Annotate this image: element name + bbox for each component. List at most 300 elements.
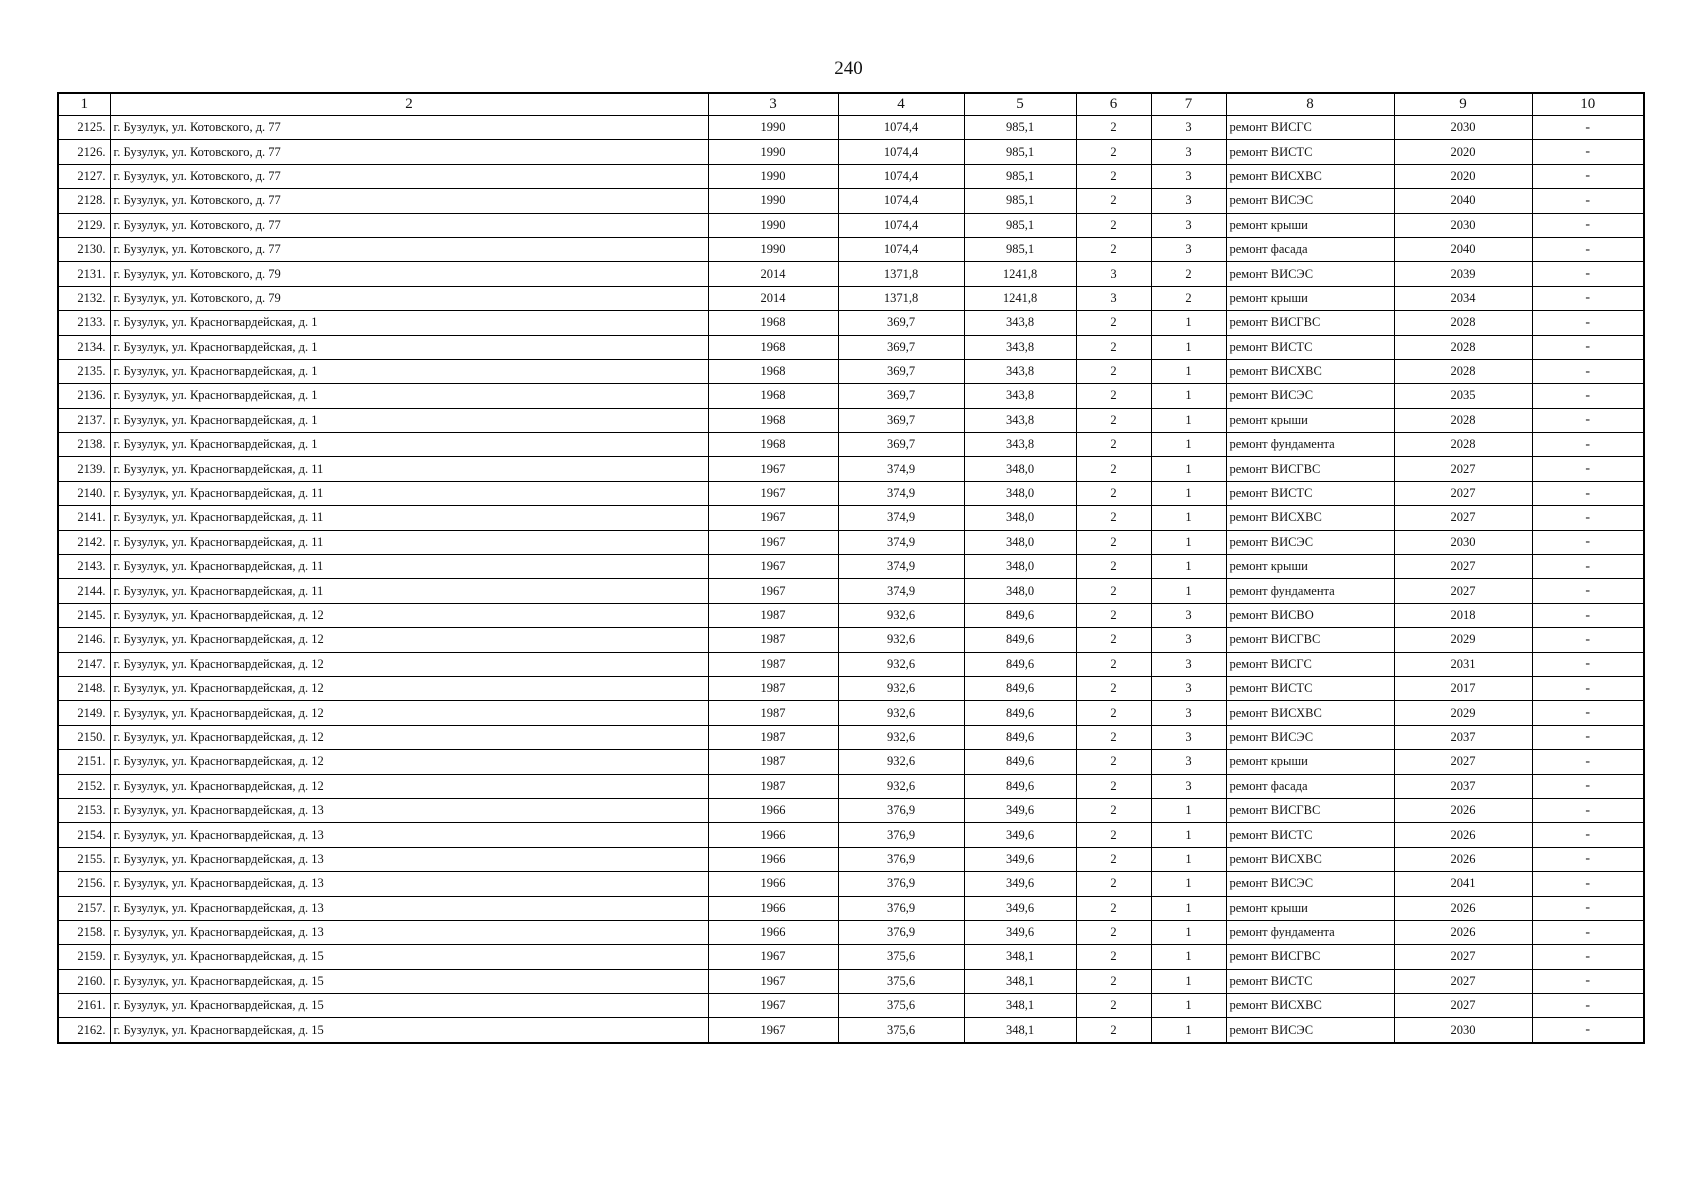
cell-work-type: ремонт фундамента [1226, 920, 1394, 944]
cell-row-number: 2156. [58, 872, 110, 896]
cell-floors: 2 [1076, 384, 1151, 408]
cell-entrances: 1 [1151, 798, 1226, 822]
cell-address: г. Бузулук, ул. Красногвардейская, д. 1 [110, 359, 708, 383]
cell-address: г. Бузулук, ул. Красногвардейская, д. 12 [110, 725, 708, 749]
cell-row-number: 2139. [58, 457, 110, 481]
cell-total-area: 375,6 [838, 994, 964, 1018]
cell-work-type: ремонт ВИСХВС [1226, 359, 1394, 383]
cell-total-area: 374,9 [838, 555, 964, 579]
cell-total-area: 376,9 [838, 896, 964, 920]
cell-work-type: ремонт ВИСВО [1226, 603, 1394, 627]
cell-work-type: ремонт ВИСГС [1226, 116, 1394, 140]
cell-living-area: 349,6 [964, 823, 1076, 847]
cell-address: г. Бузулук, ул. Котовского, д. 77 [110, 164, 708, 188]
cell-address: г. Бузулук, ул. Красногвардейская, д. 1 [110, 335, 708, 359]
cell-note: - [1532, 481, 1644, 505]
cell-year: 1967 [708, 506, 838, 530]
cell-floors: 2 [1076, 920, 1151, 944]
table-row [58, 433, 1644, 457]
cell-planned-year: 2030 [1394, 1018, 1532, 1043]
cell-entrances: 1 [1151, 823, 1226, 847]
cell-entrances: 3 [1151, 750, 1226, 774]
cell-planned-year: 2040 [1394, 189, 1532, 213]
cell-year: 1990 [708, 116, 838, 140]
cell-address: г. Бузулук, ул. Красногвардейская, д. 15 [110, 994, 708, 1018]
cell-year: 2014 [708, 262, 838, 286]
cell-living-area: 348,0 [964, 579, 1076, 603]
cell-note: - [1532, 262, 1644, 286]
cell-floors: 2 [1076, 189, 1151, 213]
cell-living-area: 343,8 [964, 433, 1076, 457]
cell-planned-year: 2027 [1394, 945, 1532, 969]
cell-total-area: 375,6 [838, 969, 964, 993]
cell-planned-year: 2026 [1394, 847, 1532, 871]
cell-planned-year: 2018 [1394, 603, 1532, 627]
cell-address: г. Бузулук, ул. Красногвардейская, д. 11 [110, 555, 708, 579]
cell-planned-year: 2041 [1394, 872, 1532, 896]
table-row [58, 311, 1644, 335]
cell-entrances: 3 [1151, 701, 1226, 725]
cell-total-area: 1074,4 [838, 116, 964, 140]
cell-planned-year: 2027 [1394, 481, 1532, 505]
cell-planned-year: 2035 [1394, 384, 1532, 408]
cell-living-area: 849,6 [964, 750, 1076, 774]
cell-year: 1990 [708, 189, 838, 213]
cell-living-area: 985,1 [964, 189, 1076, 213]
cell-address: г. Бузулук, ул. Красногвардейская, д. 12 [110, 628, 708, 652]
cell-address: г. Бузулук, ул. Котовского, д. 77 [110, 140, 708, 164]
cell-living-area: 349,6 [964, 872, 1076, 896]
cell-floors: 2 [1076, 847, 1151, 871]
header-row [58, 93, 1644, 116]
table-row [58, 872, 1644, 896]
cell-planned-year: 2040 [1394, 237, 1532, 261]
cell-note: - [1532, 652, 1644, 676]
cell-note: - [1532, 433, 1644, 457]
cell-total-area: 1074,4 [838, 140, 964, 164]
cell-row-number: 2151. [58, 750, 110, 774]
cell-total-area: 1074,4 [838, 237, 964, 261]
cell-work-type: ремонт ВИСЭС [1226, 530, 1394, 554]
cell-address: г. Бузулук, ул. Красногвардейская, д. 13 [110, 872, 708, 896]
column-header-10: 10 [1532, 93, 1644, 116]
cell-floors: 2 [1076, 676, 1151, 700]
column-header-4: 4 [838, 93, 964, 116]
data-table [57, 92, 1645, 1044]
cell-year: 1967 [708, 579, 838, 603]
cell-row-number: 2159. [58, 945, 110, 969]
cell-planned-year: 2037 [1394, 774, 1532, 798]
cell-row-number: 2143. [58, 555, 110, 579]
cell-note: - [1532, 116, 1644, 140]
cell-living-area: 1241,8 [964, 262, 1076, 286]
cell-row-number: 2144. [58, 579, 110, 603]
cell-planned-year: 2030 [1394, 213, 1532, 237]
cell-total-area: 932,6 [838, 750, 964, 774]
cell-work-type: ремонт ВИСЭС [1226, 384, 1394, 408]
cell-year: 1967 [708, 994, 838, 1018]
cell-year: 2014 [708, 286, 838, 310]
cell-address: г. Бузулук, ул. Красногвардейская, д. 12 [110, 603, 708, 627]
cell-floors: 2 [1076, 628, 1151, 652]
table-row [58, 847, 1644, 871]
cell-work-type: ремонт ВИСГВС [1226, 628, 1394, 652]
cell-year: 1987 [708, 725, 838, 749]
cell-total-area: 932,6 [838, 774, 964, 798]
cell-planned-year: 2037 [1394, 725, 1532, 749]
cell-row-number: 2154. [58, 823, 110, 847]
cell-living-area: 849,6 [964, 603, 1076, 627]
cell-floors: 2 [1076, 823, 1151, 847]
cell-work-type: ремонт крыши [1226, 750, 1394, 774]
cell-planned-year: 2026 [1394, 896, 1532, 920]
table-row [58, 481, 1644, 505]
cell-planned-year: 2027 [1394, 579, 1532, 603]
cell-total-area: 369,7 [838, 359, 964, 383]
cell-living-area: 348,0 [964, 530, 1076, 554]
cell-entrances: 1 [1151, 384, 1226, 408]
table-row [58, 969, 1644, 993]
cell-work-type: ремонт ВИСГВС [1226, 457, 1394, 481]
cell-work-type: ремонт ВИСХВС [1226, 164, 1394, 188]
cell-floors: 2 [1076, 798, 1151, 822]
cell-address: г. Бузулук, ул. Красногвардейская, д. 11 [110, 530, 708, 554]
cell-entrances: 1 [1151, 457, 1226, 481]
cell-address: г. Бузулук, ул. Котовского, д. 77 [110, 189, 708, 213]
cell-note: - [1532, 189, 1644, 213]
cell-note: - [1532, 530, 1644, 554]
cell-planned-year: 2020 [1394, 140, 1532, 164]
cell-floors: 2 [1076, 896, 1151, 920]
cell-living-area: 849,6 [964, 701, 1076, 725]
cell-year: 1987 [708, 652, 838, 676]
cell-floors: 3 [1076, 286, 1151, 310]
cell-address: г. Бузулук, ул. Красногвардейская, д. 15 [110, 1018, 708, 1043]
cell-total-area: 369,7 [838, 335, 964, 359]
cell-entrances: 1 [1151, 311, 1226, 335]
cell-total-area: 1074,4 [838, 213, 964, 237]
cell-total-area: 369,7 [838, 408, 964, 432]
cell-year: 1990 [708, 237, 838, 261]
table-row [58, 237, 1644, 261]
cell-living-area: 348,1 [964, 945, 1076, 969]
cell-note: - [1532, 213, 1644, 237]
cell-entrances: 3 [1151, 628, 1226, 652]
cell-row-number: 2129. [58, 213, 110, 237]
cell-entrances: 1 [1151, 359, 1226, 383]
cell-address: г. Бузулук, ул. Красногвардейская, д. 1 [110, 311, 708, 335]
cell-living-area: 348,1 [964, 1018, 1076, 1043]
table-row [58, 676, 1644, 700]
cell-total-area: 374,9 [838, 481, 964, 505]
cell-row-number: 2134. [58, 335, 110, 359]
cell-work-type: ремонт ВИСХВС [1226, 847, 1394, 871]
cell-note: - [1532, 286, 1644, 310]
cell-total-area: 932,6 [838, 676, 964, 700]
cell-entrances: 1 [1151, 579, 1226, 603]
cell-living-area: 849,6 [964, 628, 1076, 652]
cell-year: 1966 [708, 823, 838, 847]
cell-work-type: ремонт крыши [1226, 896, 1394, 920]
cell-living-area: 349,6 [964, 920, 1076, 944]
cell-row-number: 2145. [58, 603, 110, 627]
cell-total-area: 375,6 [838, 945, 964, 969]
cell-address: г. Бузулук, ул. Красногвардейская, д. 13 [110, 798, 708, 822]
cell-living-area: 985,1 [964, 213, 1076, 237]
cell-entrances: 1 [1151, 506, 1226, 530]
cell-note: - [1532, 628, 1644, 652]
cell-note: - [1532, 823, 1644, 847]
cell-address: г. Бузулук, ул. Красногвардейская, д. 11 [110, 457, 708, 481]
cell-floors: 2 [1076, 481, 1151, 505]
column-header-9: 9 [1394, 93, 1532, 116]
cell-floors: 2 [1076, 750, 1151, 774]
cell-total-area: 932,6 [838, 725, 964, 749]
cell-entrances: 3 [1151, 164, 1226, 188]
cell-year: 1987 [708, 774, 838, 798]
cell-living-area: 349,6 [964, 798, 1076, 822]
cell-living-area: 849,6 [964, 725, 1076, 749]
cell-year: 1987 [708, 676, 838, 700]
table-row [58, 628, 1644, 652]
table-row [58, 262, 1644, 286]
cell-planned-year: 2029 [1394, 628, 1532, 652]
cell-entrances: 1 [1151, 1018, 1226, 1043]
cell-entrances: 1 [1151, 408, 1226, 432]
cell-note: - [1532, 750, 1644, 774]
cell-living-area: 985,1 [964, 116, 1076, 140]
cell-floors: 2 [1076, 603, 1151, 627]
cell-floors: 2 [1076, 725, 1151, 749]
table-row [58, 750, 1644, 774]
cell-year: 1967 [708, 1018, 838, 1043]
cell-living-area: 343,8 [964, 359, 1076, 383]
cell-floors: 2 [1076, 774, 1151, 798]
cell-year: 1967 [708, 945, 838, 969]
cell-year: 1966 [708, 872, 838, 896]
cell-planned-year: 2020 [1394, 164, 1532, 188]
cell-note: - [1532, 457, 1644, 481]
cell-work-type: ремонт ВИСЭС [1226, 262, 1394, 286]
cell-address: г. Бузулук, ул. Красногвардейская, д. 1 [110, 384, 708, 408]
column-header-6: 6 [1076, 93, 1151, 116]
cell-work-type: ремонт крыши [1226, 286, 1394, 310]
table-row [58, 164, 1644, 188]
cell-row-number: 2133. [58, 311, 110, 335]
table-row [58, 579, 1644, 603]
cell-planned-year: 2029 [1394, 701, 1532, 725]
cell-work-type: ремонт ВИСЭС [1226, 189, 1394, 213]
cell-note: - [1532, 725, 1644, 749]
cell-total-area: 369,7 [838, 433, 964, 457]
cell-planned-year: 2026 [1394, 823, 1532, 847]
cell-living-area: 849,6 [964, 676, 1076, 700]
column-header-2: 2 [110, 93, 708, 116]
cell-year: 1990 [708, 213, 838, 237]
cell-planned-year: 2027 [1394, 969, 1532, 993]
cell-note: - [1532, 506, 1644, 530]
cell-row-number: 2137. [58, 408, 110, 432]
cell-work-type: ремонт ВИСТС [1226, 823, 1394, 847]
cell-total-area: 376,9 [838, 920, 964, 944]
cell-row-number: 2149. [58, 701, 110, 725]
cell-floors: 2 [1076, 994, 1151, 1018]
cell-entrances: 1 [1151, 920, 1226, 944]
table-row [58, 945, 1644, 969]
table-row [58, 652, 1644, 676]
cell-living-area: 985,1 [964, 140, 1076, 164]
table-row [58, 823, 1644, 847]
cell-total-area: 376,9 [838, 798, 964, 822]
cell-note: - [1532, 579, 1644, 603]
cell-note: - [1532, 555, 1644, 579]
cell-planned-year: 2030 [1394, 116, 1532, 140]
cell-year: 1968 [708, 311, 838, 335]
cell-row-number: 2155. [58, 847, 110, 871]
cell-note: - [1532, 359, 1644, 383]
cell-year: 1966 [708, 847, 838, 871]
cell-work-type: ремонт ВИСХВС [1226, 994, 1394, 1018]
cell-year: 1967 [708, 969, 838, 993]
table-row [58, 457, 1644, 481]
cell-entrances: 1 [1151, 872, 1226, 896]
cell-note: - [1532, 701, 1644, 725]
cell-row-number: 2136. [58, 384, 110, 408]
table-row [58, 506, 1644, 530]
cell-total-area: 376,9 [838, 872, 964, 896]
cell-work-type: ремонт ВИСТС [1226, 969, 1394, 993]
cell-address: г. Бузулук, ул. Красногвардейская, д. 13 [110, 823, 708, 847]
cell-address: г. Бузулук, ул. Красногвардейская, д. 12 [110, 774, 708, 798]
cell-planned-year: 2026 [1394, 798, 1532, 822]
cell-work-type: ремонт ВИСХВС [1226, 506, 1394, 530]
cell-living-area: 348,0 [964, 555, 1076, 579]
cell-floors: 2 [1076, 555, 1151, 579]
cell-living-area: 1241,8 [964, 286, 1076, 310]
cell-total-area: 932,6 [838, 628, 964, 652]
cell-planned-year: 2031 [1394, 652, 1532, 676]
cell-living-area: 348,0 [964, 506, 1076, 530]
page-number: 240 [834, 58, 863, 79]
table-row [58, 335, 1644, 359]
table-row [58, 408, 1644, 432]
cell-total-area: 376,9 [838, 823, 964, 847]
cell-note: - [1532, 237, 1644, 261]
cell-total-area: 374,9 [838, 530, 964, 554]
cell-entrances: 3 [1151, 652, 1226, 676]
cell-note: - [1532, 774, 1644, 798]
cell-total-area: 932,6 [838, 652, 964, 676]
cell-year: 1987 [708, 628, 838, 652]
cell-total-area: 1074,4 [838, 164, 964, 188]
cell-living-area: 348,0 [964, 457, 1076, 481]
cell-address: г. Бузулук, ул. Красногвардейская, д. 11 [110, 579, 708, 603]
cell-floors: 2 [1076, 140, 1151, 164]
cell-planned-year: 2028 [1394, 433, 1532, 457]
cell-note: - [1532, 969, 1644, 993]
cell-living-area: 348,1 [964, 969, 1076, 993]
cell-address: г. Бузулук, ул. Красногвардейская, д. 13 [110, 920, 708, 944]
table-row [58, 189, 1644, 213]
table-row [58, 1018, 1644, 1043]
cell-address: г. Бузулук, ул. Красногвардейская, д. 15 [110, 945, 708, 969]
cell-year: 1967 [708, 530, 838, 554]
column-header-3: 3 [708, 93, 838, 116]
cell-row-number: 2125. [58, 116, 110, 140]
cell-living-area: 348,1 [964, 994, 1076, 1018]
cell-work-type: ремонт ВИСХВС [1226, 701, 1394, 725]
cell-entrances: 3 [1151, 237, 1226, 261]
cell-entrances: 1 [1151, 945, 1226, 969]
cell-living-area: 985,1 [964, 164, 1076, 188]
cell-entrances: 1 [1151, 433, 1226, 457]
cell-planned-year: 2028 [1394, 335, 1532, 359]
cell-total-area: 1074,4 [838, 189, 964, 213]
cell-floors: 2 [1076, 945, 1151, 969]
cell-address: г. Бузулук, ул. Красногвардейская, д. 12 [110, 750, 708, 774]
table-row [58, 359, 1644, 383]
cell-year: 1968 [708, 359, 838, 383]
cell-row-number: 2160. [58, 969, 110, 993]
cell-entrances: 1 [1151, 335, 1226, 359]
cell-work-type: ремонт ВИСТС [1226, 481, 1394, 505]
cell-address: г. Бузулук, ул. Котовского, д. 77 [110, 237, 708, 261]
cell-row-number: 2147. [58, 652, 110, 676]
cell-planned-year: 2027 [1394, 506, 1532, 530]
cell-floors: 2 [1076, 237, 1151, 261]
cell-entrances: 1 [1151, 481, 1226, 505]
cell-entrances: 3 [1151, 676, 1226, 700]
cell-note: - [1532, 384, 1644, 408]
column-header-7: 7 [1151, 93, 1226, 116]
cell-work-type: ремонт фасада [1226, 237, 1394, 261]
cell-year: 1966 [708, 920, 838, 944]
cell-floors: 2 [1076, 457, 1151, 481]
cell-year: 1968 [708, 384, 838, 408]
cell-year: 1987 [708, 701, 838, 725]
cell-row-number: 2158. [58, 920, 110, 944]
cell-floors: 2 [1076, 116, 1151, 140]
cell-address: г. Бузулук, ул. Красногвардейская, д. 13 [110, 847, 708, 871]
cell-work-type: ремонт ВИСТС [1226, 676, 1394, 700]
column-header-5: 5 [964, 93, 1076, 116]
cell-year: 1966 [708, 798, 838, 822]
cell-row-number: 2161. [58, 994, 110, 1018]
cell-living-area: 349,6 [964, 896, 1076, 920]
cell-row-number: 2142. [58, 530, 110, 554]
cell-living-area: 343,8 [964, 384, 1076, 408]
cell-year: 1968 [708, 335, 838, 359]
table-row [58, 603, 1644, 627]
table-body [58, 116, 1644, 1043]
cell-total-area: 374,9 [838, 506, 964, 530]
cell-floors: 2 [1076, 1018, 1151, 1043]
cell-floors: 2 [1076, 359, 1151, 383]
cell-living-area: 343,8 [964, 311, 1076, 335]
cell-total-area: 1371,8 [838, 286, 964, 310]
cell-row-number: 2128. [58, 189, 110, 213]
cell-total-area: 1371,8 [838, 262, 964, 286]
cell-entrances: 3 [1151, 725, 1226, 749]
cell-floors: 2 [1076, 164, 1151, 188]
cell-floors: 2 [1076, 506, 1151, 530]
table-row [58, 920, 1644, 944]
cell-note: - [1532, 408, 1644, 432]
cell-address: г. Бузулук, ул. Красногвардейская, д. 15 [110, 969, 708, 993]
cell-total-area: 375,6 [838, 1018, 964, 1043]
cell-row-number: 2146. [58, 628, 110, 652]
cell-work-type: ремонт ВИСЭС [1226, 1018, 1394, 1043]
